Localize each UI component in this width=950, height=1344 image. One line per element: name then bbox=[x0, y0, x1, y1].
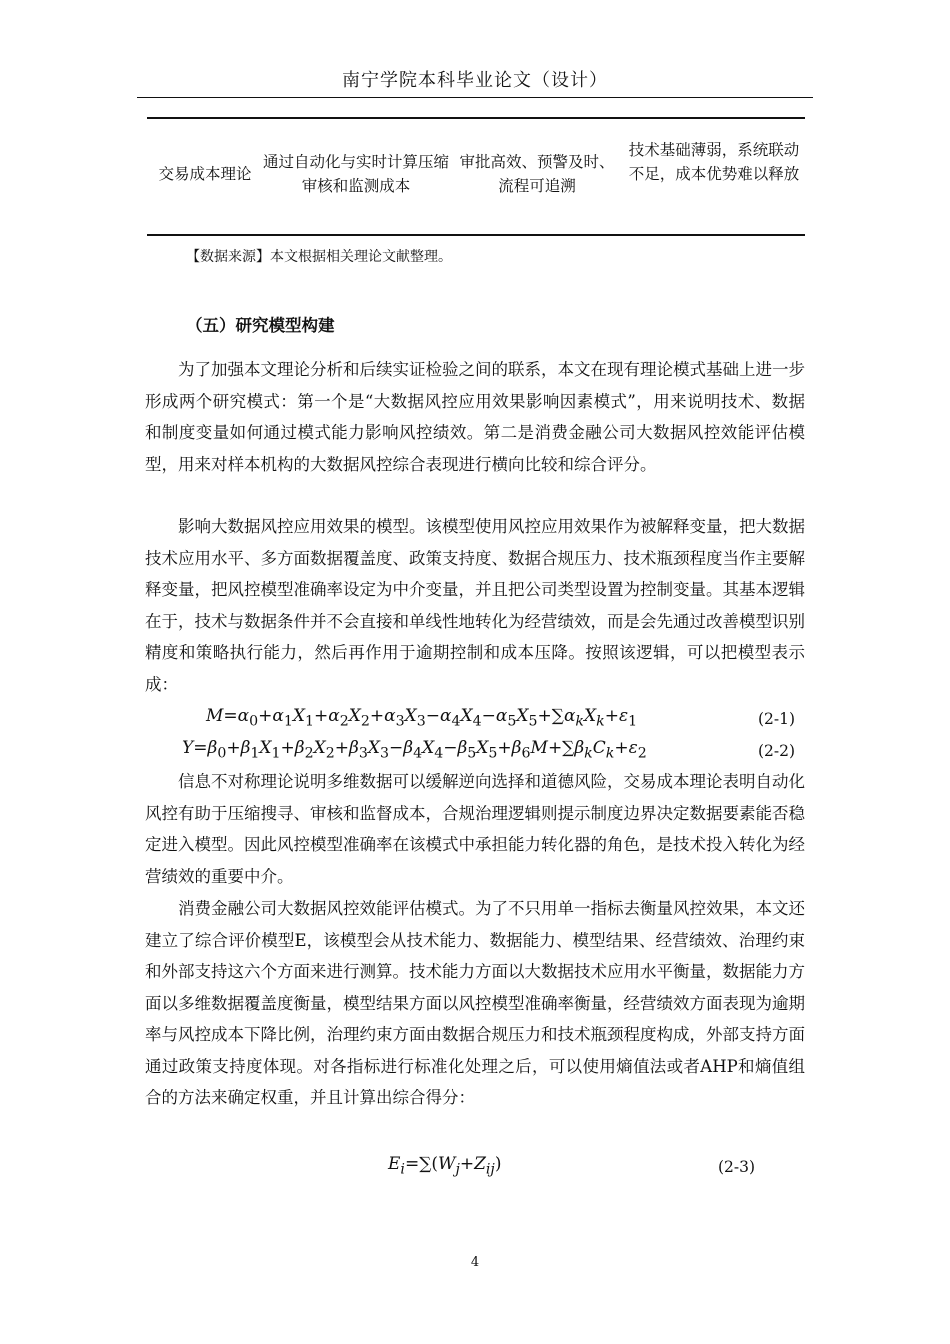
equation-number-2-1: (2-1) bbox=[758, 710, 796, 728]
equation-number-2-2: (2-2) bbox=[758, 742, 796, 760]
running-header: 南宁学院本科毕业论文（设计） bbox=[342, 70, 608, 91]
equation-number-2-3: (2-3) bbox=[718, 1158, 756, 1176]
paragraph-2: 影响大数据风控应用效果的模型。该模型使用风控应用效果作为被解释变量，把大数据技术应用水平、多方面数据覆盖度、政策支持度、数据合规压力、技术瓶颈程度当作主要解释变量，把风控模型准确率设定为中介变量，并且把公司类型设置为控制变量。其基本逻辑在于，技术与数据条件并不会直接和单线性地转化为经营绩效，而是会先通过改善模型识别精度和策略执行能力，然后再作用于逾期控制和成本压降。按照该逻辑，可以把模型表示成： bbox=[145, 517, 805, 694]
equation-2-1: $M=\alpha_0+\alpha_1X_1+\alpha_2X_2+\alpha_3X_3-\alpha_4X_4-\alpha_5X_5+\sum\alpha_kX_k+\varepsilon_1$ bbox=[206, 706, 638, 730]
section-heading: （五）研究模型构建 bbox=[186, 316, 335, 335]
table-cell-theory: 交易成本理论 bbox=[158, 165, 252, 183]
paragraph-4: 消费金融公司大数据风控效能评估模式。为了不只用单一指标去衡量风控效果，本文还建立了综合评价模型E，该模型会从技术能力、数据能力、模型结果、经营绩效、治理约束和外部支持这六个方面来进行测算。技术能力方面以大数据技术应用水平衡量，数据能力方面以多维数据覆盖度衡量，模型结果方面以风控模型准确率衡量，经营绩效方面表现为逾期率与风控成本下降比例，治理约束方面由数据合规压力和技术瓶颈程度构成，外部支持方面通过政策支持度体现。对各指标进行标准化处理之后，可以使用熵值法或者AHP和熵值组合的方法来确定权重，并且计算出综合得分： bbox=[145, 899, 805, 1107]
paragraph-1: 为了加强本文理论分析和后续实证检验之间的联系，本文在现有理论模式基础上进一步形成两个研究模式：第一个是“大数据风控应用效果影响因素模式”，用来说明技术、数据和制度变量如何通过模式能力影响风控绩效。第二是消费金融公司大数据风控效能评估模型，用来对样本机构的大数据风控综合表现进行横向比较和综合评分。 bbox=[145, 360, 805, 474]
equation-2-3: $E_i=\sum(W_j+Z_{ij})$ bbox=[388, 1154, 502, 1178]
header-rule bbox=[137, 97, 813, 98]
equation-2-2: $Y=\beta_0+\beta_1X_1+\beta_2X_2+\beta_3X_3-\beta_4X_4-\beta_5X_5+\beta_6M+\sum\beta_kC_k+\varepsilon_2$ bbox=[182, 738, 647, 762]
paragraph-3: 信息不对称理论说明多维数据可以缓解逆向选择和道德风险，交易成本理论表明自动化风控有助于压缩搜寻、审核和监督成本，合规治理逻辑则提示制度边界决定数据要素能否稳定进入模型。因此风控模型准确率在该模式中承担能力转化器的角色，是技术投入转化为经营绩效的重要中介。 bbox=[145, 772, 805, 886]
page-number: 4 bbox=[470, 1255, 480, 1270]
table-cell-effect: 审批高效、预警及时、流程可追溯 bbox=[459, 153, 615, 195]
table-source-note: 【数据来源】本文根据相关理论文献整理。 bbox=[186, 249, 452, 265]
table-cell-limitation: 技术基础薄弱，系统联动不足，成本优势难以释放 bbox=[628, 141, 800, 183]
table-bottom-rule bbox=[147, 234, 805, 236]
table-top-rule bbox=[147, 117, 805, 119]
table-cell-mechanism: 通过自动化与实时计算压缩审核和监测成本 bbox=[262, 153, 449, 195]
